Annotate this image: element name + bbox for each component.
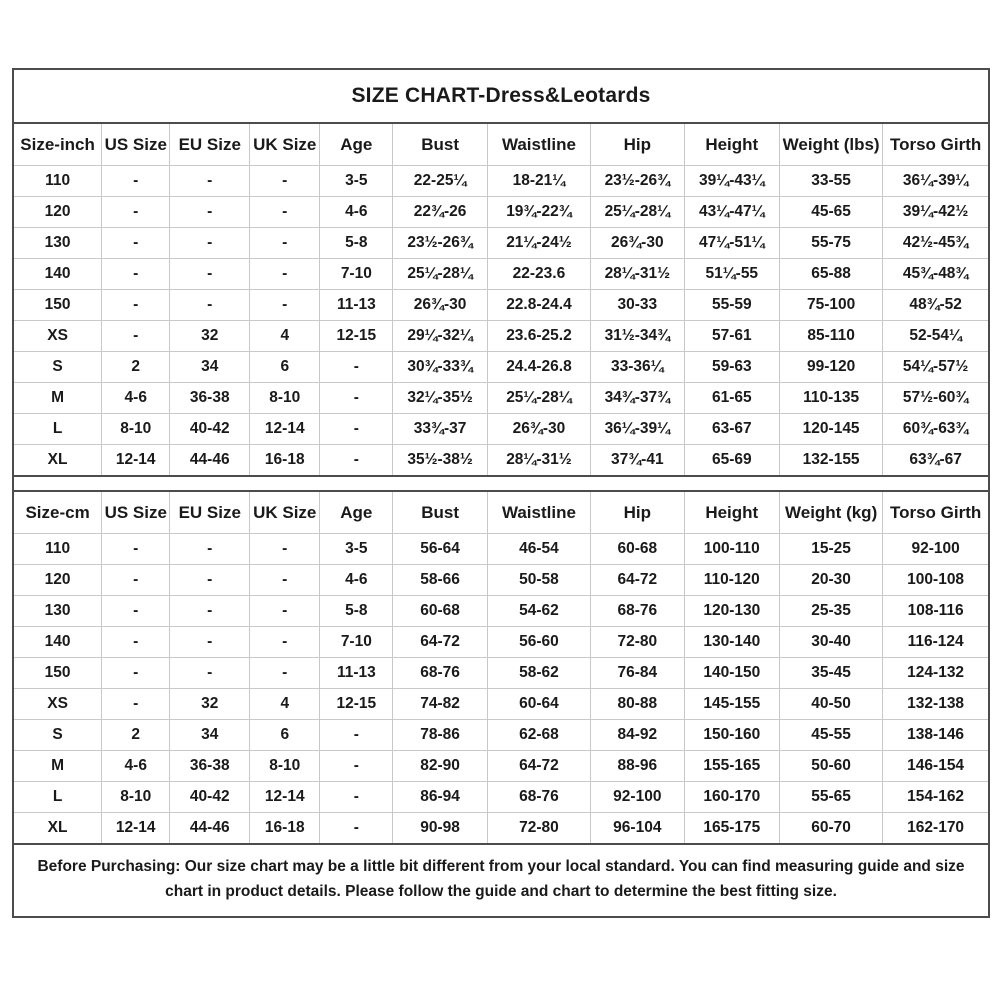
table-cell: 26¾-30 [591,228,685,259]
table-cell: XL [14,813,102,844]
table-cell: - [102,228,170,259]
column-header: Waistline [487,124,590,166]
table-cell: - [250,565,320,596]
table-cell: - [170,197,250,228]
table-cell: - [102,627,170,658]
table-cell: 92-100 [883,534,988,565]
table-cell: - [102,321,170,352]
table-cell: - [320,445,393,476]
size-chart-box [12,68,990,918]
table-cell: - [320,751,393,782]
section-divider [14,475,988,492]
table-cell: - [250,658,320,689]
table-cell: 12-15 [320,321,393,352]
column-header: EU Size [170,492,250,534]
table-cell: 36-38 [170,383,250,414]
column-header: Age [320,124,393,166]
table-cell: 35½-38½ [393,445,487,476]
table-cell: 68-76 [487,782,590,813]
table-cell: XL [14,445,102,476]
table-cell: 130 [14,596,102,627]
table-cell: M [14,383,102,414]
table-cell: - [102,534,170,565]
table-row [14,813,988,844]
table-cell: - [102,658,170,689]
table-cell: 32 [170,689,250,720]
table-cell: 74-82 [393,689,487,720]
column-header: Waistline [487,492,590,534]
table-cell: L [14,782,102,813]
table-cell: 120-145 [780,414,883,445]
table-cell: 154-162 [883,782,988,813]
table-row [14,166,988,197]
table-cell: 22.8-24.4 [487,290,590,321]
table-cell: 22-23.6 [487,259,590,290]
table-cell: - [170,627,250,658]
table-cell: 8-10 [102,414,170,445]
table-cell: 22¾-26 [393,197,487,228]
column-header: Torso Girth [883,124,988,166]
table-cell: 140 [14,259,102,290]
table-cell: 30-33 [591,290,685,321]
header-row [14,492,988,534]
table-cell: XS [14,321,102,352]
table-cell: 90-98 [393,813,487,844]
table-cell: 146-154 [883,751,988,782]
table-cell: 4-6 [320,565,393,596]
table-row [14,228,988,259]
table-cell: 60-68 [591,534,685,565]
column-header: Weight (kg) [780,492,883,534]
column-header: US Size [102,492,170,534]
table-cell: 60-68 [393,596,487,627]
table-cell: 88-96 [591,751,685,782]
table-cell: - [320,383,393,414]
table-row [14,565,988,596]
table-cell: 12-14 [102,445,170,476]
table-cell: 7-10 [320,627,393,658]
table-row [14,627,988,658]
table-cell: 130 [14,228,102,259]
table-cell: - [250,290,320,321]
table-cell: 55-59 [684,290,779,321]
table-cell: 5-8 [320,228,393,259]
table-cell: 16-18 [250,813,320,844]
table-cell: 75-100 [780,290,883,321]
table-cell: 25¼-28¼ [393,259,487,290]
table-cell: 25¼-28¼ [487,383,590,414]
table-cell: 33¾-37 [393,414,487,445]
table-cell: 11-13 [320,290,393,321]
table-cell: 34 [170,352,250,383]
table-cell: 36-38 [170,751,250,782]
column-header: Bust [393,124,487,166]
table-cell: 39¼-42½ [883,197,988,228]
table-cell: 140-150 [684,658,779,689]
table-cell: 29¼-32¼ [393,321,487,352]
table-cell: 64-72 [591,565,685,596]
table-cell: 26¾-30 [487,414,590,445]
table-cell: 82-90 [393,751,487,782]
table-cell: 96-104 [591,813,685,844]
table-cell: 37¾-41 [591,445,685,476]
column-header: Weight (lbs) [780,124,883,166]
table-cell: 44-46 [170,813,250,844]
table-row [14,534,988,565]
table-cell: - [102,197,170,228]
table-cell: 12-14 [250,782,320,813]
table-cell: 162-170 [883,813,988,844]
table-cell: 132-138 [883,689,988,720]
table-cell: - [170,166,250,197]
footer-note: Before Purchasing: Our size chart may be a little bit different from your local standard. You can find measuring guide and size chart in product details. Please follow the guide and chart to determine the best fitting size. [14,843,988,916]
table-cell: 60-70 [780,813,883,844]
size-table-inch [14,124,988,475]
table-cell: 61-65 [684,383,779,414]
table-cell: 110 [14,534,102,565]
table-cell: 5-8 [320,596,393,627]
table-cell: 8-10 [250,751,320,782]
table-cell: 51¼-55 [684,259,779,290]
table-row [14,290,988,321]
table-cell: 108-116 [883,596,988,627]
table-cell: 23½-26¾ [393,228,487,259]
table-cell: 3-5 [320,534,393,565]
table-cell: 80-88 [591,689,685,720]
table-cell: 24.4-26.8 [487,352,590,383]
table-cell: 4-6 [102,751,170,782]
table-cell: 4-6 [320,197,393,228]
table-cell: 54-62 [487,596,590,627]
table-cell: 21¼-24½ [487,228,590,259]
column-header: Hip [591,492,685,534]
column-header: Height [684,124,779,166]
table-cell: 30-40 [780,627,883,658]
table-cell: 44-46 [170,445,250,476]
table-cell: 132-155 [780,445,883,476]
table-row [14,658,988,689]
table-cell: 55-75 [780,228,883,259]
table-cell: 48¾-52 [883,290,988,321]
column-header: UK Size [250,124,320,166]
table-cell: 7-10 [320,259,393,290]
table-cell: 8-10 [250,383,320,414]
table-cell: 58-66 [393,565,487,596]
table-cell: 28¼-31½ [487,445,590,476]
table-cell: - [102,259,170,290]
table-cell: 23½-26¾ [591,166,685,197]
table-cell: 64-72 [393,627,487,658]
table-cell: 6 [250,352,320,383]
column-header: Height [684,492,779,534]
table-cell: 19¾-22¾ [487,197,590,228]
table-cell: 31½-34¾ [591,321,685,352]
table-cell: - [102,689,170,720]
table-cell: 84-92 [591,720,685,751]
table-cell: 99-120 [780,352,883,383]
table-cell: 34¾-37¾ [591,383,685,414]
table-cell: 12-14 [102,813,170,844]
table-cell: XS [14,689,102,720]
table-cell: 78-86 [393,720,487,751]
table-cell: 63-67 [684,414,779,445]
table-cell: 56-60 [487,627,590,658]
table-cell: 35-45 [780,658,883,689]
table-cell: 124-132 [883,658,988,689]
table-cell: 64-72 [487,751,590,782]
table-cell: 42½-45¾ [883,228,988,259]
table-cell: 145-155 [684,689,779,720]
column-header: Hip [591,124,685,166]
table-cell: 65-69 [684,445,779,476]
table-cell: 92-100 [591,782,685,813]
table-cell: 25-35 [780,596,883,627]
table-cell: 140 [14,627,102,658]
table-cell: 18-21¼ [487,166,590,197]
column-header: UK Size [250,492,320,534]
table-cell: 4-6 [102,383,170,414]
table-row [14,445,988,476]
table-cell: 52-54¼ [883,321,988,352]
table-cell: 68-76 [393,658,487,689]
table-cell: - [320,352,393,383]
table-cell: - [250,596,320,627]
table-cell: 165-175 [684,813,779,844]
table-cell: 4 [250,321,320,352]
table-cell: - [250,534,320,565]
table-cell: 56-64 [393,534,487,565]
table-cell: 120-130 [684,596,779,627]
table-cell: 62-68 [487,720,590,751]
table-cell: 100-110 [684,534,779,565]
table-cell: 86-94 [393,782,487,813]
table-cell: 150 [14,658,102,689]
table-cell: 36¼-39¼ [883,166,988,197]
table-cell: 33-55 [780,166,883,197]
table-cell: 72-80 [591,627,685,658]
table-cell: 46-54 [487,534,590,565]
table-cell: - [170,259,250,290]
table-cell: 63¾-67 [883,445,988,476]
table-cell: 54¼-57½ [883,352,988,383]
table-cell: 110-135 [780,383,883,414]
table-cell: 32 [170,321,250,352]
table-cell: 45-65 [780,197,883,228]
table-cell: - [170,565,250,596]
table-cell: - [170,228,250,259]
table-cell: - [250,197,320,228]
table-cell: 68-76 [591,596,685,627]
table-cell: 47¼-51¼ [684,228,779,259]
table-cell: - [250,166,320,197]
table-cell: - [320,813,393,844]
table-cell: 23.6-25.2 [487,321,590,352]
table-cell: 12-14 [250,414,320,445]
table-cell: 39¼-43¼ [684,166,779,197]
table-cell: 8-10 [102,782,170,813]
table-row [14,596,988,627]
table-cell: 110-120 [684,565,779,596]
table-cell: 16-18 [250,445,320,476]
table-cell: 36¼-39¼ [591,414,685,445]
table-cell: 40-50 [780,689,883,720]
table-cell: 116-124 [883,627,988,658]
column-header: US Size [102,124,170,166]
table-cell: - [320,720,393,751]
table-cell: 57-61 [684,321,779,352]
table-cell: S [14,352,102,383]
table-row [14,414,988,445]
header-row [14,124,988,166]
table-cell: 34 [170,720,250,751]
table-cell: - [170,534,250,565]
table-cell: 55-65 [780,782,883,813]
table-cell: 4 [250,689,320,720]
table-cell: 58-62 [487,658,590,689]
table-cell: S [14,720,102,751]
column-header: Age [320,492,393,534]
table-cell: 60-64 [487,689,590,720]
column-header: EU Size [170,124,250,166]
table-cell: 6 [250,720,320,751]
table-cell: - [250,228,320,259]
table-cell: - [250,259,320,290]
table-row [14,352,988,383]
table-cell: 11-13 [320,658,393,689]
table-cell: 33-36¼ [591,352,685,383]
table-cell: 2 [102,720,170,751]
table-cell: - [170,658,250,689]
table-cell: 22-25¼ [393,166,487,197]
table-cell: - [102,596,170,627]
table-row [14,689,988,720]
page-title: SIZE CHART-Dress&Leotards [14,70,988,124]
table-cell: M [14,751,102,782]
table-cell: 40-42 [170,414,250,445]
table-row [14,383,988,414]
table-cell: 85-110 [780,321,883,352]
table-cell: 50-60 [780,751,883,782]
table-cell: 65-88 [780,259,883,290]
table-cell: 130-140 [684,627,779,658]
table-cell: 120 [14,565,102,596]
table-cell: - [170,596,250,627]
table-cell: 100-108 [883,565,988,596]
table-cell: 43¼-47¼ [684,197,779,228]
table-cell: 50-58 [487,565,590,596]
table-cell: 12-15 [320,689,393,720]
table-cell: - [102,166,170,197]
table-cell: 138-146 [883,720,988,751]
table-cell: 150-160 [684,720,779,751]
table-cell: 76-84 [591,658,685,689]
table-row [14,259,988,290]
table-row [14,197,988,228]
table-cell: 2 [102,352,170,383]
table-cell: 72-80 [487,813,590,844]
table-cell: - [102,565,170,596]
table-cell: 30¾-33¾ [393,352,487,383]
column-header: Bust [393,492,487,534]
column-header: Size-cm [14,492,102,534]
table-cell: - [102,290,170,321]
table-cell: 25¼-28¼ [591,197,685,228]
table-row [14,321,988,352]
table-row [14,720,988,751]
table-cell: 40-42 [170,782,250,813]
table-cell: - [320,414,393,445]
table-cell: - [320,782,393,813]
table-cell: 20-30 [780,565,883,596]
table-cell: 45¾-48¾ [883,259,988,290]
size-table-cm [14,492,988,843]
table-cell: - [170,290,250,321]
table-cell: 110 [14,166,102,197]
table-cell: 26¾-30 [393,290,487,321]
table-cell: 120 [14,197,102,228]
column-header: Torso Girth [883,492,988,534]
table-cell: 57½-60¾ [883,383,988,414]
table-cell: 28¼-31½ [591,259,685,290]
table-cell: 150 [14,290,102,321]
table-cell: 32¼-35½ [393,383,487,414]
table-cell: L [14,414,102,445]
table-row [14,782,988,813]
table-cell: 59-63 [684,352,779,383]
table-cell: 3-5 [320,166,393,197]
table-cell: 155-165 [684,751,779,782]
table-cell: 160-170 [684,782,779,813]
table-cell: - [250,627,320,658]
table-cell: 60¾-63¾ [883,414,988,445]
table-cell: 15-25 [780,534,883,565]
table-row [14,751,988,782]
column-header: Size-inch [14,124,102,166]
table-cell: 45-55 [780,720,883,751]
